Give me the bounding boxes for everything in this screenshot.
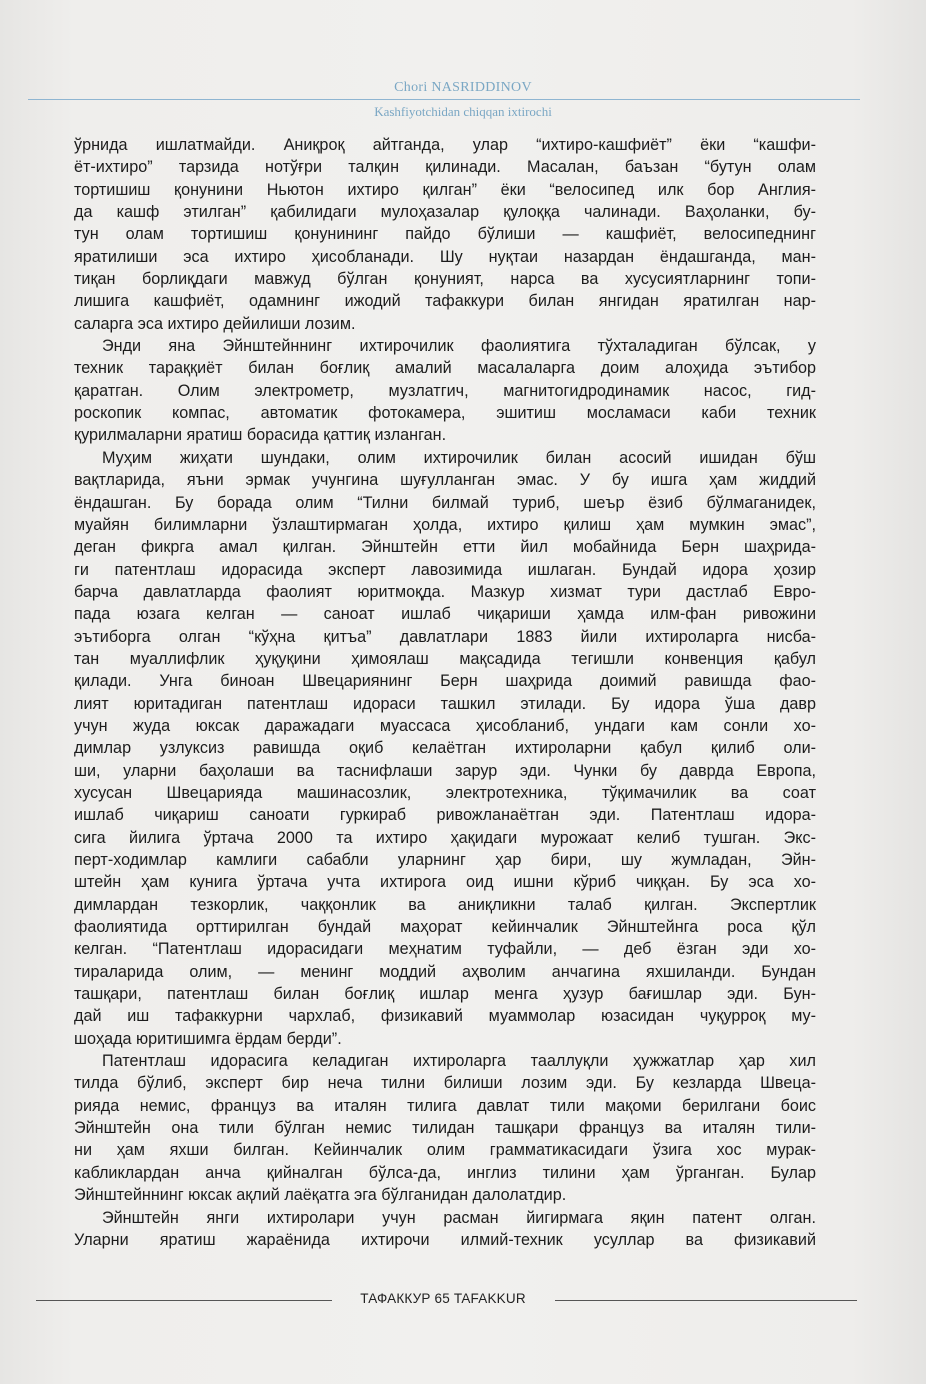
text-line: муайян билимларни ўзлаштирмаган ҳолда, ихтиро қилиш ҳам мумкин эмас”, xyxy=(74,515,816,534)
text-line: штейн ҳам кунига ўртача учта ихтирога оид ишни кўриб чиққан. Бу эса хо- xyxy=(74,873,816,892)
text-line: қурилмаларни яратиш борасида қаттиқ изланган. xyxy=(74,426,447,445)
text-line: ни ҳам яхши билган. Кейинчалик олим грамматикасидаги ўзига хос мурак- xyxy=(74,1141,816,1160)
text-line: тиқан борлиқдаги мавжуд бўлган қонуният, нарса ва хусусиятларнинг топи- xyxy=(74,270,816,289)
text-line: деган фикрга амал қилган. Эйнштейн етти йил мобайнида Берн шаҳрида- xyxy=(74,538,816,557)
text-line: тортишиш қонунини Ньютон ихтиро қилган” ёки “велосипед илк бор Англия- xyxy=(74,180,816,199)
text-line: Патентлаш идорасига келадиган ихтироларга тааллуқли ҳужжатлар ҳар хил xyxy=(102,1052,816,1071)
text-line: Эйнштейн она тили бўлган немис тилидан ташқари француз ва италян тили- xyxy=(74,1119,816,1138)
text-line: учун жуда юксак даражадаги муассаса ҳисобланиб, ундаги кам сонли хо- xyxy=(74,716,816,735)
text-line: сига йилига ўртача 2000 та ихтиро ҳақидаги мурожаат келиб тушган. Экс- xyxy=(74,828,816,847)
text-line: ишлаб чиқариш саноати гуркираб ривожланаётган эди. Патентлаш идора- xyxy=(74,806,816,825)
text-line: Муҳим жиҳати шундаки, олим ихтирочилик билан асосий ишидан бўш xyxy=(102,448,816,467)
text-line: тун олам тортишиш қонунининг пайдо бўлиши — кашфиёт, велосипеднинг xyxy=(74,225,816,244)
running-header-author: Chori NASRIDDINOV xyxy=(394,80,532,95)
text-line: Эйнштейннинг юксак ақлий лаёқатга эга бўлганидан далолатдир. xyxy=(74,1186,567,1205)
page-footer xyxy=(0,1290,926,1312)
paragraph xyxy=(74,447,816,1050)
text-line: ташқари, патентлаш билан боғлиқ ишлар менга ҳузур бағишлар эди. Бун- xyxy=(74,985,816,1004)
text-line: рияда немис, француз ва италян тилига давлат тили мақоми берилгани боис xyxy=(74,1096,816,1115)
text-line: димлардан тезкорлик, чаққонлик ва аниқликни талаб қилган. Экспертлик xyxy=(74,895,816,914)
text-line: ўрнида ишлатмайди. Аниқроқ айтганда, улар “ихтиро-кашфиёт” ёки “кашфи- xyxy=(74,136,816,154)
text-line: лият юритадиган патентлаш идораси ташкил этилади. Бу идора ўша давр xyxy=(74,694,816,713)
text-line: Уларни яратиш жараёнида ихтирочи илмий-техник усуллар ва физикавий xyxy=(74,1230,816,1249)
text-line: ги патентлаш идорасида эксперт лавозимида ишлаган. Бундай идора ҳозир xyxy=(74,560,816,579)
text-line: барча давлатларда фаолият юритмоқда. Мазкур хизмат тури дастлаб Евро- xyxy=(74,582,816,601)
text-line: техник тараққиёт билан боғлиқ амалий масалаларга доим алоҳида эътибор xyxy=(74,359,816,378)
paragraph xyxy=(74,134,816,335)
paragraph xyxy=(74,1050,816,1206)
text-line: лишига кашфиёт, одамнинг ижодий тафаккури билан янгидан яратилган нар- xyxy=(74,292,816,311)
text-line: ши, уларни баҳолаши ва таснифлаши зарур эди. Чунки бу даврда Европа, xyxy=(74,761,816,780)
text-line: саларга эса ихтиро дейилиши лозим. xyxy=(74,314,356,333)
text-line: яратилиши эса ихтиро ҳисобланади. Шу нуқтаи назардан ёндашганда, ман- xyxy=(74,247,816,266)
text-line: перт-ходимлар камлиги сабабли уларнинг ҳар бири, шу жумладан, Эйн- xyxy=(74,851,816,869)
paragraph xyxy=(74,1207,816,1252)
text-line: Энди яна Эйнштейннинг ихтирочилик фаолиятига тўхталадиган бўлсак, у xyxy=(102,337,816,356)
article-body xyxy=(74,134,816,1251)
text-line: димлар узлуксиз равишда оқиб келаётган ихтироларни қабул қилиб оли- xyxy=(74,739,816,758)
text-line: ёндашган. Бу борада олим “Тилни билмай туриб, шеър ёзиб бўлмаганидек, xyxy=(74,493,816,512)
text-line: тилда бўлиб, эксперт бир неча тилни билиши лозим эди. Бу кезларда Швеца- xyxy=(74,1074,816,1093)
footer-rule-right xyxy=(555,1300,857,1301)
text-line: тан муаллифлик ҳуқуқини ҳимоялаш мақсадида тегишли конвенция қабул xyxy=(74,649,816,668)
text-line: шоҳада юритишимга ёрдам берди”. xyxy=(74,1029,342,1048)
header-divider xyxy=(28,99,860,100)
footer-rule-left xyxy=(36,1300,332,1301)
text-line: роскопик компас, автоматик фотокамера, эшитиш мосламаси каби техник xyxy=(74,404,816,423)
text-line: эътиборга олган “кўҳна қитъа” давлатлари 1883 йили ихтироларга нисба- xyxy=(74,627,816,646)
footer-page-number: ТАФАККУР 65 TAFAKKUR xyxy=(360,1291,526,1306)
text-line: дай иш тафаккурни чархлаб, физикавий муаммолар юзасидан чуқурроқ му- xyxy=(74,1007,816,1026)
paragraph xyxy=(74,335,816,447)
text-line: Эйнштейн янги ихтиролари учун расман йигирмага яқин патент олган. xyxy=(102,1208,816,1227)
text-line: кабликлардан анча қийналган бўлса-да, инглиз тилини ҳам ўрганган. Булар xyxy=(74,1163,816,1182)
text-line: ёт-ихтиро” тарзида нотўғри талқин қилинади. Масалан, баъзан “бутун олам xyxy=(74,158,816,177)
text-line: фаолиятида орттирилган бундай маҳорат кейинчалик Эйнштейнга роса қўл xyxy=(74,918,816,937)
text-line: пада юзага келган — саноат ишлаб чиқариши ҳамда илм-фан ривожини xyxy=(74,605,816,624)
text-line: қилади. Унга биноан Швецариянинг Берн шаҳрида доимий равишда фао- xyxy=(74,672,816,691)
text-line: да кашф этилган” қабилидаги мулоҳазалар қулоққа чалинади. Ваҳоланки, бу- xyxy=(74,203,816,222)
text-line: қаратган. Олим электрометр, музлатгич, магнитогидродинамик насос, гид- xyxy=(74,381,816,400)
text-line: келган. “Патентлаш идорасидаги меҳнатим туфайли, — деб ёзган эди хо- xyxy=(74,940,816,959)
text-line: тираларида олим, — менинг моддий аҳволим анчагина яхшиланди. Бундан xyxy=(74,962,816,981)
running-header-subtitle: Kashfiyotchidan chiqqan ixtirochi xyxy=(374,104,552,119)
text-line: хусусан Швецарияда машинасозлик, электротехника, тўқимачилик ва соат xyxy=(74,783,816,802)
text-line: вақтларида, яъни эрмак учунгина шуғулланган эмас. У бу ишга ҳам жиддий xyxy=(74,471,816,490)
